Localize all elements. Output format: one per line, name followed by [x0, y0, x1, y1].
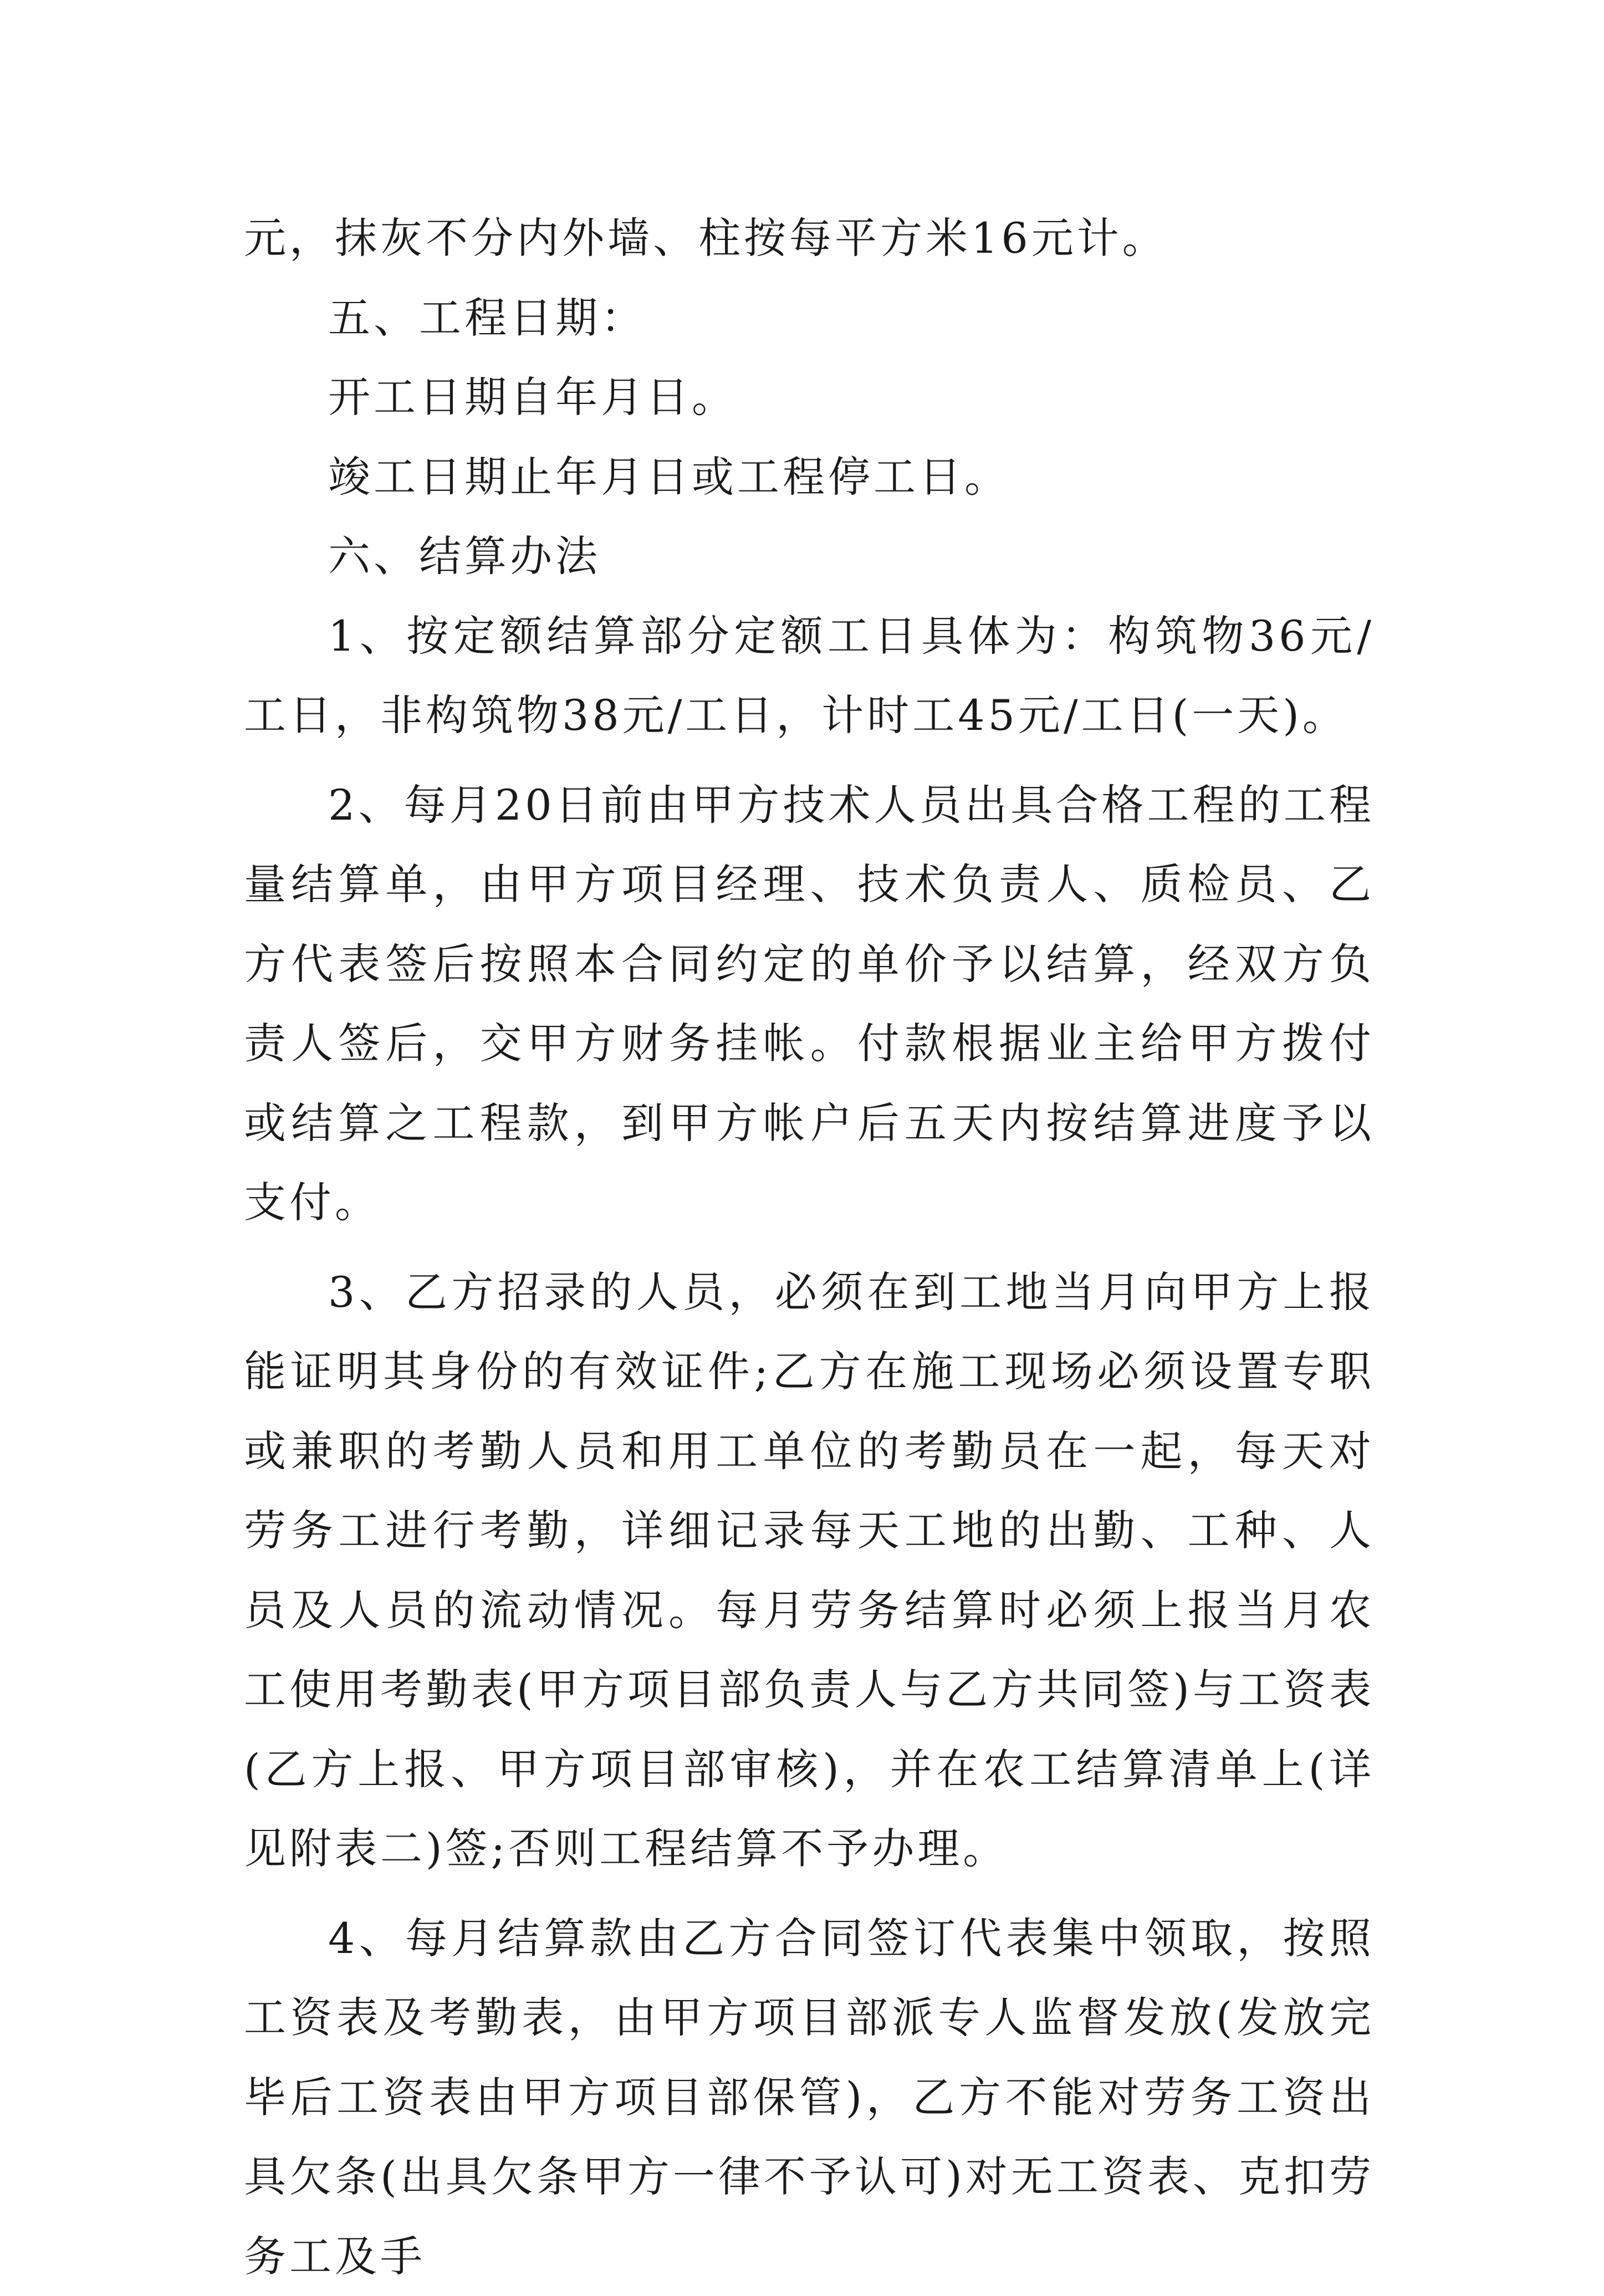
paragraph-completion-date: 竣工日期止年月日或工程停工日。 — [244, 437, 1375, 517]
clause-3-personnel-attendance: 3、乙方招录的人员，必须在到工地当月向甲方上报能证明其身份的有效证件;乙方在施工现场必须设置专职或兼职的考勤人员和用工单位的考勤员在一起，每天对劳务工进行考勤，详细记录每天工地的出勤、工种、人员及人员的流动情况。每月劳务结算时必须上报当月农工使用考勤表(甲方项目部负责人与乙方共同签)与工资表(乙方上报、甲方项目部审核)，并在农工结算清单上(详见附表二)签;否则工程结算不予办理。 — [244, 1252, 1375, 1889]
clause-4-payment-collection: 4、每月结算款由乙方合同签订代表集中领取，按照工资表及考勤表，由甲方项目部派专人监督发放(发放完毕后工资表由甲方项目部保管)，乙方不能对劳务工资出具欠条(出具欠条甲方一律不予认可)对无工资表、克扣劳务工及手 — [244, 1899, 1375, 2296]
clause-1-quota-settlement: 1、按定额结算部分定额工日具体为：构筑物36元/工日，非构筑物38元/工日，计时工45元/工日(一天)。 — [244, 596, 1375, 755]
section-heading-project-dates: 五、工程日期： — [244, 278, 1375, 358]
document-body — [244, 198, 1375, 2296]
section-heading-settlement-method: 六、结算办法 — [244, 517, 1375, 596]
paragraph-start-date: 开工日期自年月日。 — [244, 357, 1375, 437]
clause-2-monthly-settlement: 2、每月20日前由甲方技术人员出具合格工程的工程量结算单，由甲方项目经理、技术负责人、质检员、乙方代表签后按照本合同约定的单价予以结算，经双方负责人签后，交甲方财务挂帐。付款根据业主给甲方拨付或结算之工程款，到甲方帐户后五天内按结算进度予以支付。 — [244, 765, 1375, 1242]
paragraph-continuation: 元，抹灰不分内外墙、柱按每平方米16元计。 — [244, 198, 1375, 278]
